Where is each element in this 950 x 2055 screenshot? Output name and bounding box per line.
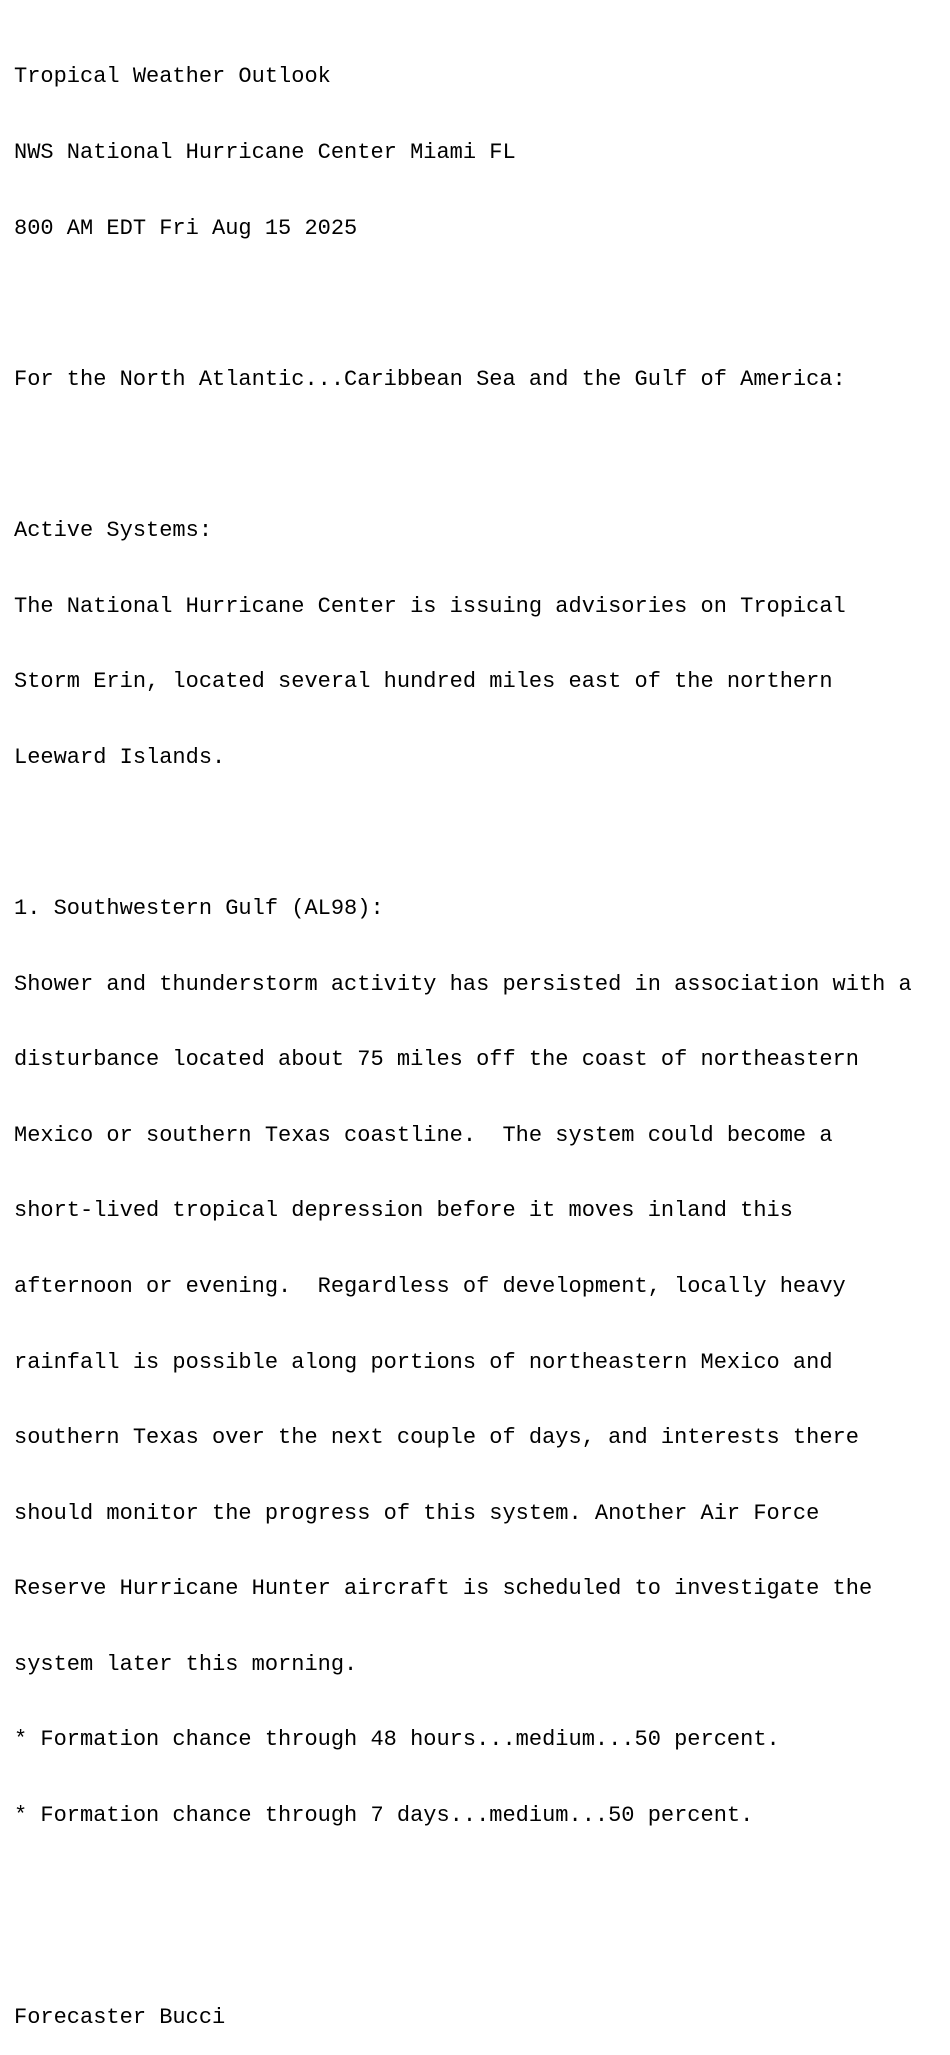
formation-chance-7d: * Formation chance through 7 days...medium...50 percent. [14, 1803, 754, 1829]
system-discussion-line: system later this morning. [14, 1651, 358, 1677]
active-systems-line: Storm Erin, located several hundred miles east of the northern [14, 669, 833, 695]
active-systems-heading: Active Systems: [14, 517, 213, 543]
system-discussion-line: rainfall is possible along portions of northeastern Mexico and [14, 1349, 833, 1375]
system-discussion-line: Shower and thunderstorm activity has persisted in association with a [14, 971, 912, 997]
coverage-area: For the North Atlantic...Caribbean Sea and the Gulf of America: [14, 366, 846, 392]
system-discussion-line: disturbance located about 75 miles off the coast of northeastern [14, 1047, 859, 1073]
product-title: Tropical Weather Outlook [14, 64, 331, 90]
spacer [14, 1879, 912, 1955]
active-systems-line: Leeward Islands. [14, 744, 226, 770]
system-discussion-line: short-lived tropical depression before it moves inland this [14, 1198, 793, 1224]
spacer [14, 442, 912, 467]
active-systems-line: The National Hurricane Center is issuing advisories on Tropical [14, 593, 846, 619]
formation-chance-48h: * Formation chance through 48 hours...medium...50 percent. [14, 1727, 780, 1753]
system-discussion-line: southern Texas over the next couple of days, and interests there [14, 1425, 859, 1451]
system-discussion-line: afternoon or evening. Regardless of development, locally heavy [14, 1273, 846, 1299]
system-heading: 1. Southwestern Gulf (AL98): [14, 895, 384, 921]
spacer [14, 820, 912, 845]
issue-time: 800 AM EDT Fri Aug 15 2025 [14, 215, 358, 241]
spacer [14, 291, 912, 316]
system-discussion-line: Reserve Hurricane Hunter aircraft is scheduled to investigate the [14, 1576, 873, 1602]
forecaster-signature: Forecaster Bucci [14, 2004, 226, 2030]
issuing-office: NWS National Hurricane Center Miami FL [14, 140, 516, 165]
system-discussion-line: Mexico or southern Texas coastline. The system could become a [14, 1122, 833, 1148]
outlook-text [14, 14, 912, 2055]
system-discussion-line: should monitor the progress of this system. Another Air Force [14, 1500, 820, 1526]
